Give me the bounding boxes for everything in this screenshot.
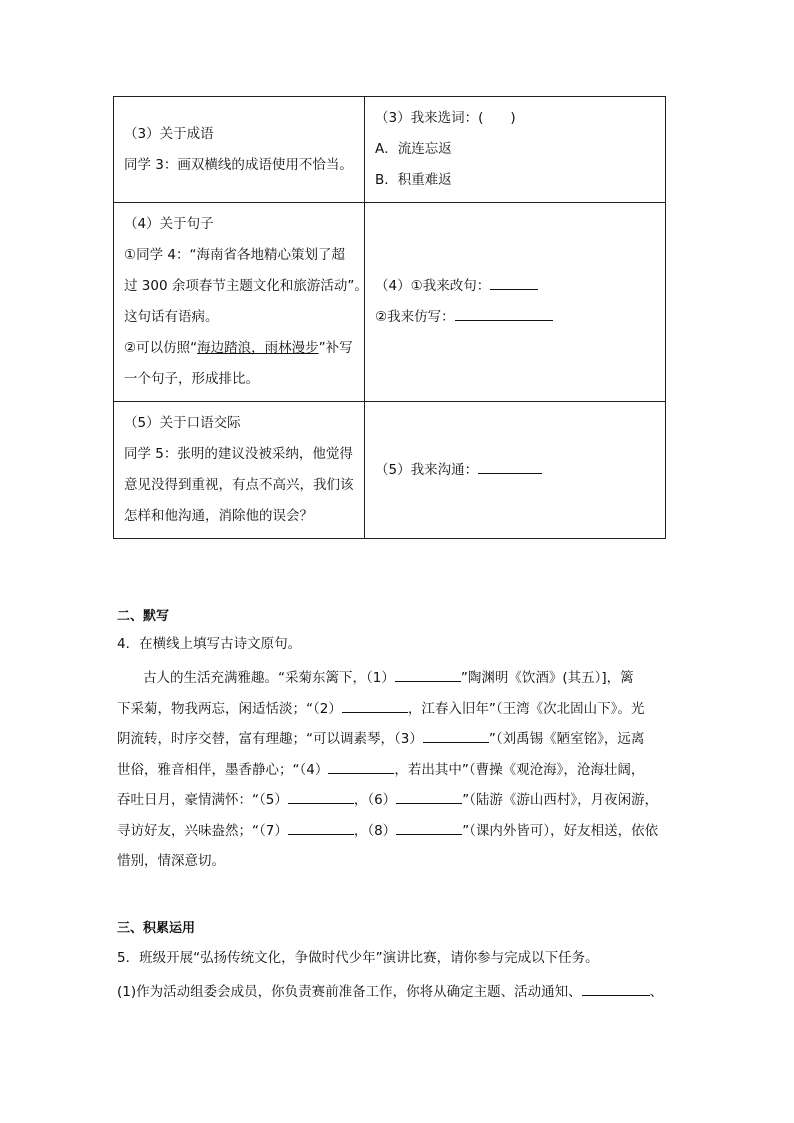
table-row — [114, 203, 666, 402]
passage-text: 古人的生活充满雅趣。“采菊东篱下，（1） — [143, 670, 395, 686]
cell-text: 怎样和他沟通，消除他的误会？ — [124, 508, 313, 524]
cell-text: 这句话有语病。 — [124, 309, 219, 325]
answer-blank[interactable] — [582, 981, 650, 996]
answer-blank[interactable] — [490, 275, 538, 290]
passage-text: 惜别，情深意切。 — [117, 853, 225, 869]
passage-line — [117, 663, 677, 694]
passage-text: 世俗，雅音相伴，墨香静心；“（4） — [117, 761, 329, 778]
task-text: 、 — [649, 984, 664, 1000]
question-text: 4．在横线上填写古诗文原句。 — [117, 636, 302, 652]
table-cell-left — [114, 203, 368, 402]
table-row — [114, 97, 666, 203]
table-row — [114, 402, 666, 539]
cell-text: 意见没得到重视，有点不高兴，我们该 — [124, 477, 354, 493]
answer-blank[interactable] — [288, 820, 354, 835]
table-cell-left — [114, 97, 365, 203]
passage-line — [117, 785, 677, 816]
passage-text: 吞吐日月，豪情满怀：“（5） — [117, 792, 288, 808]
answer-blank[interactable] — [342, 698, 408, 713]
section-heading: 二、默写 — [117, 609, 170, 624]
passage-line — [117, 694, 677, 725]
cell-text — [124, 333, 356, 364]
cell-text: 同学 3：画双横线的成语使用不恰当。 — [124, 156, 353, 173]
cell-text: （3）我来选词：( ) — [375, 110, 516, 126]
passage-text: 阴流转，时序交替，富有理趣；“可以调素琴，（3） — [117, 731, 423, 747]
question3-table — [113, 96, 666, 539]
passage-text: ”陶渊明《饮酒》(其五）]，篱 — [460, 670, 634, 686]
cell-text-part: ②可以仿照“ — [124, 340, 198, 356]
passage-line — [117, 724, 677, 755]
passage-text: ”（陆游《游山西村》，月夜闲游， — [462, 792, 659, 808]
answer-blank[interactable] — [328, 759, 394, 774]
answer-blank[interactable] — [423, 728, 489, 743]
passage-line — [117, 816, 677, 847]
section-dictation — [117, 607, 677, 877]
cell-text: 过 300 余项春节主题文化和旅游活动”。 — [124, 278, 368, 294]
passage-text: 寻访好友，兴味盎然；“（7） — [117, 822, 288, 839]
cell-text: （5）关于口语交际 — [124, 415, 241, 431]
passage-text: 下采菊，物我两忘，闲适恬淡；“（2） — [117, 700, 342, 717]
answer-blank[interactable] — [478, 459, 542, 474]
cell-text: （3）关于成语 — [124, 125, 214, 142]
table-cell-right — [365, 203, 666, 402]
answer-blank[interactable] — [288, 789, 354, 804]
passage-text: ”（刘禹锡《陋室铭》，远离 — [488, 731, 645, 747]
answer-label: （4）①我来改句： — [375, 278, 491, 294]
table-cell-left — [114, 402, 365, 539]
answer-label: ②我来仿写： — [375, 309, 455, 325]
task-line — [117, 979, 677, 1005]
question-text: 5．班级开展“弘扬传统文化，争做时代少年”演讲比赛，请你参与完成以下任务。 — [117, 950, 599, 966]
section-heading: 三、积累运用 — [117, 921, 196, 936]
passage-text: ，（8） — [353, 822, 397, 839]
answer-blank[interactable] — [455, 306, 553, 321]
cell-text: （4）关于句子 — [124, 216, 214, 232]
answer-blank[interactable] — [396, 789, 462, 804]
passage-text: ，若出其中”（曹操《观沧海》，沧海壮阔， — [394, 761, 645, 778]
passage-text: ，江春入旧年”（王湾《次北固山下》。光 — [407, 700, 645, 717]
passage-text: ”（课内外皆可），好友相送，依依 — [462, 822, 659, 839]
choice-a: A．流连忘返 — [375, 141, 452, 157]
answer-blank[interactable] — [395, 667, 461, 682]
answer-line — [375, 271, 657, 302]
choice-b: B．积重难返 — [375, 172, 452, 188]
passage-line — [117, 755, 677, 786]
table-cell-right — [365, 97, 666, 203]
cell-text: 同学 5：张明的建议没被采纳，他觉得 — [124, 446, 353, 462]
table-cell-right — [365, 402, 666, 539]
cell-text: ①同学 4：“海南省各地精心策划了超 — [124, 247, 345, 263]
passage-line — [117, 846, 677, 877]
passage-text: ，（6） — [353, 792, 397, 808]
answer-label: （5）我来沟通： — [375, 461, 479, 478]
section-application — [117, 919, 677, 1005]
answer-line — [375, 455, 657, 486]
cell-text-part: ”补写 — [318, 340, 353, 356]
answer-line — [375, 302, 657, 333]
cell-text: 一个句子，形成排比。 — [124, 371, 259, 387]
poem-passage — [117, 663, 677, 877]
underlined-phrase: 海边踏浪，雨林漫步 — [197, 340, 319, 356]
task-text: (1)作为活动组委会成员，你负责赛前准备工作，你将从确定主题、活动通知、 — [117, 984, 582, 1000]
answer-blank[interactable] — [396, 820, 462, 835]
